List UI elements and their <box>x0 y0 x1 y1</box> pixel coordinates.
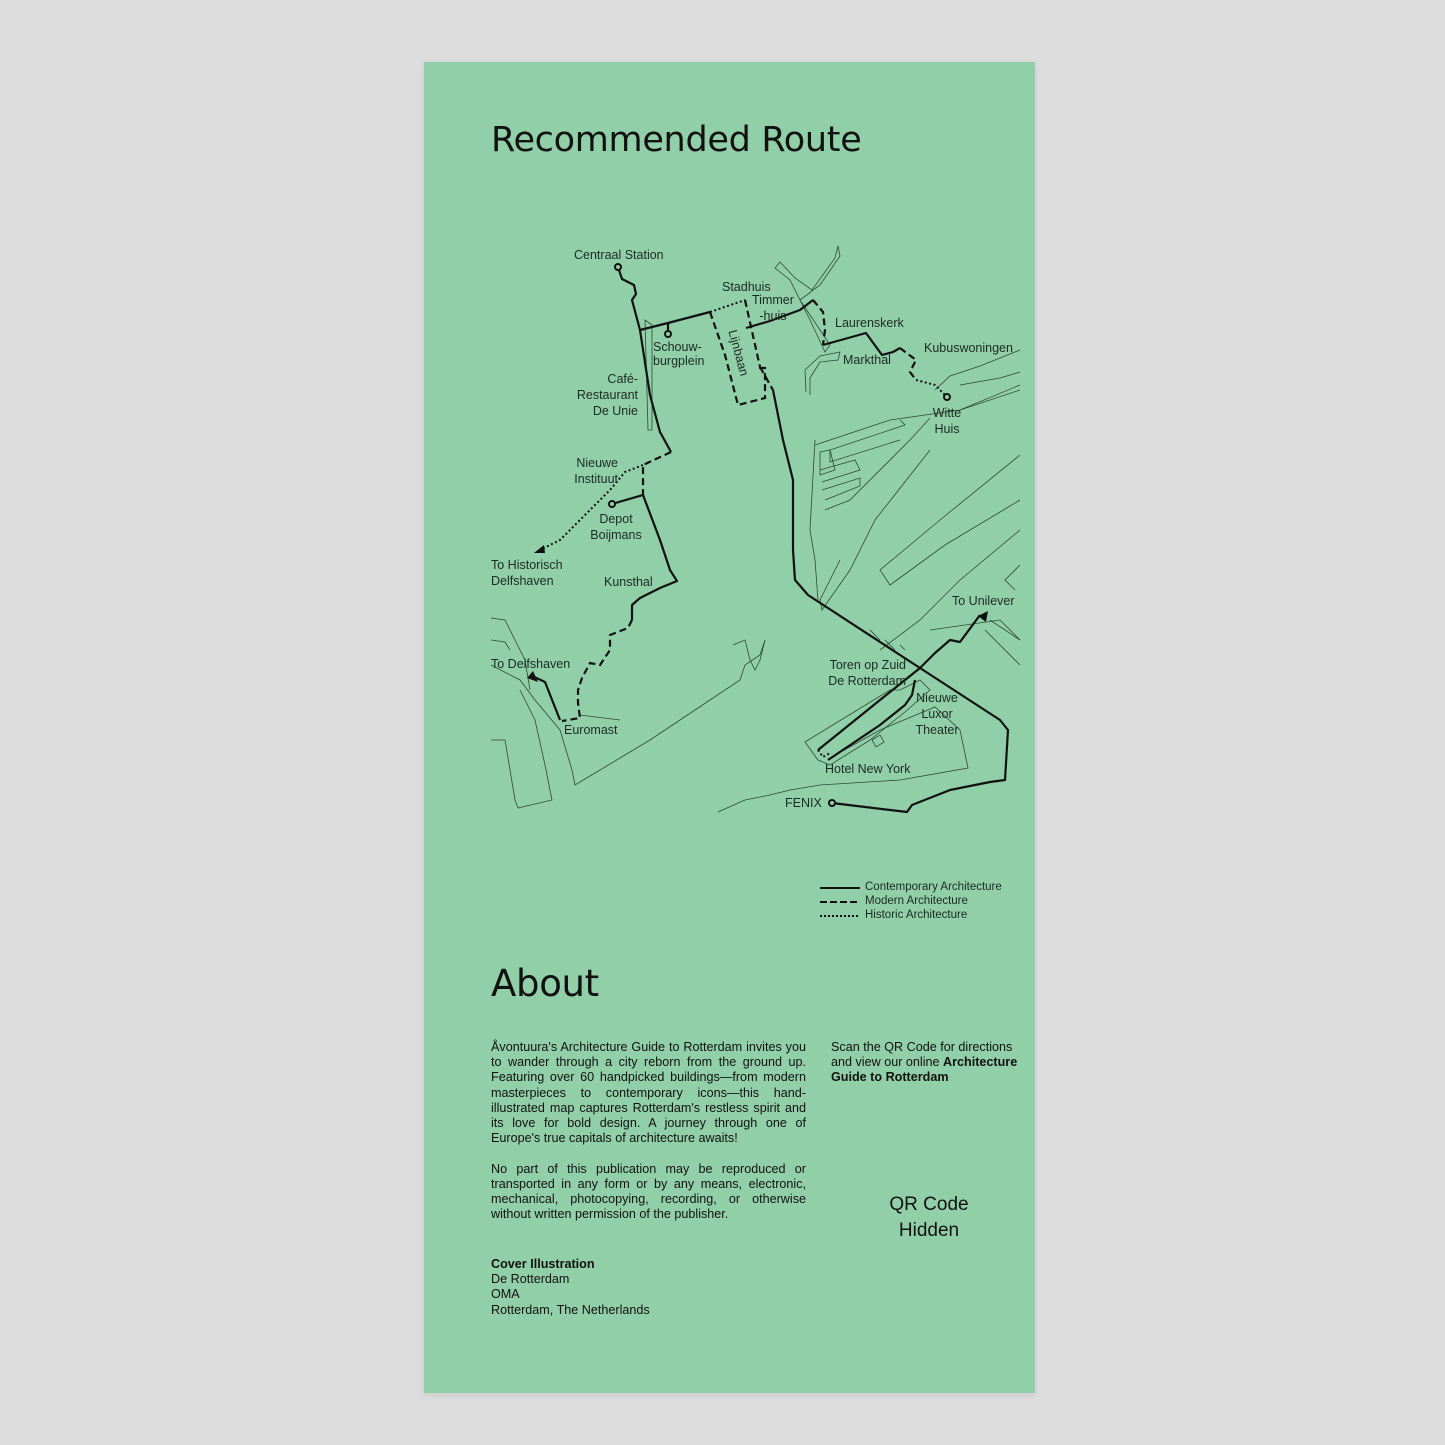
label-witte-huis: Witte Huis <box>932 406 962 436</box>
copyright-paragraph: No part of this publication may be reproduced or transported in any form or by any means, electronic, mechanical, photocopying, recording, or otherwise without written permission of the publisher. <box>491 1161 806 1222</box>
about-body <box>491 1040 806 1238</box>
label-laurenskerk: Laurenskerk <box>835 316 904 330</box>
label-hotel-new-york: Hotel New York <box>825 762 911 776</box>
about-title: About <box>491 962 599 1005</box>
route-title: Recommended Route <box>491 120 862 160</box>
arrow-historisch-delfshaven <box>534 545 545 553</box>
qr-line: QR Code <box>889 1194 969 1215</box>
arrow-unilever <box>978 611 988 622</box>
label-schouwburgplein: Schouw- burgplein <box>653 340 705 368</box>
route-arrows <box>527 545 988 682</box>
label-euromast: Euromast <box>564 723 618 737</box>
about-paragraph: Åvontuura's Architecture Guide to Rotterdam invites you to wander through a city reborn from the ground up. Featuring over 60 handpicked buildings—from modern masterpieces to contemporary icons—this hand-illustrated map captures Rotterdam's restless spirit and its love for bold design. A journey through one of Europe's true capitals of architecture awaits! <box>491 1040 806 1146</box>
label-timmerhuis: Timmer -huis <box>752 293 794 323</box>
stop-depot <box>609 501 615 507</box>
qr-line: Hidden <box>898 1220 960 1241</box>
cover-line: OMA <box>491 1287 520 1302</box>
label-nieuwe-instituut: Nieuwe Instituut <box>574 456 618 486</box>
cover-line: De Rotterdam <box>491 1272 570 1287</box>
cover-credits <box>491 1257 806 1318</box>
guide-link[interactable]: Architecture Guide to Rotterdam <box>831 1055 1018 1085</box>
scan-instructions <box>831 1040 1021 1086</box>
stop-schouwburgplein <box>665 331 671 337</box>
stop-fenix <box>829 800 835 806</box>
scan-text: Scan the QR Code for directions and view our online <box>831 1040 1013 1070</box>
label-markthal: Markthal <box>843 353 891 367</box>
label-stadhuis: Stadhuis <box>722 280 771 294</box>
label-depot-boijmans: Depot Boijmans <box>590 512 642 542</box>
stop-witte-huis <box>944 394 950 400</box>
label-luxor-theater: Nieuwe Luxor Theater <box>915 691 959 737</box>
legend-modern: Modern Architecture <box>865 895 968 907</box>
label-kunsthal: Kunsthal <box>604 575 653 589</box>
legend-historic: Historic Architecture <box>865 909 968 921</box>
label-kubuswoningen: Kubuswoningen <box>924 341 1013 355</box>
label-fenix: FENIX <box>785 796 822 810</box>
cover-line: Rotterdam, The Netherlands <box>491 1302 650 1317</box>
label-to-delfshaven: To Delfshaven <box>491 657 571 671</box>
legend-contemporary: Contemporary Architecture <box>865 881 1002 893</box>
label-to-unilever: To Unilever <box>952 594 1015 608</box>
cover-heading: Cover Illustration <box>491 1257 595 1271</box>
label-cafe-de-unie: Café- Restaurant De Unie <box>576 372 638 418</box>
legend-lines <box>820 888 860 916</box>
label-lijnbaan: Lijnbaan <box>725 328 752 378</box>
label-toren-op-zuid: Toren op Zuid De Rotterdam <box>828 658 906 688</box>
label-centraal-station: Centraal Station <box>574 248 664 262</box>
stop-centraal-station <box>615 264 621 270</box>
label-historisch-delfshaven: To Historisch Delfshaven <box>491 558 563 588</box>
qr-placeholder <box>870 1192 988 1244</box>
